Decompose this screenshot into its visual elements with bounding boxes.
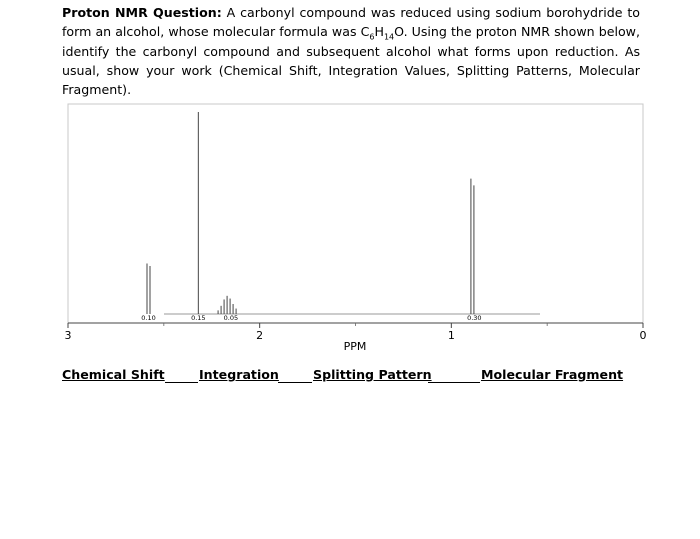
integration-value: 0.30	[467, 314, 482, 322]
answer-table-header	[0, 367, 700, 387]
header-chemical-shift: Chemical Shift	[62, 367, 165, 382]
question-heading: Proton NMR Question:	[62, 5, 222, 20]
integration-value: 0.10	[141, 314, 156, 322]
question-text-after-formula: . Using the proton NMR shown below, identify the carbonyl compound and subsequent alcohol what forms upon reduction. As usual, show your work (Chemical Shift, Integration Values, Splitting Patterns, Molecular Fragment).	[62, 24, 640, 98]
molecular-formula: $C_6H_{14}O$	[360, 24, 404, 42]
x-tick-label: 0	[639, 329, 647, 342]
integration-value: 0.05	[223, 314, 239, 322]
question-text-before-formula: A carbonyl compound was reduced using sodium borohydride to form an alcohol, whose molecular formula was	[62, 5, 640, 40]
spectrum-peaks	[147, 112, 474, 314]
header-rule-3	[428, 382, 480, 383]
x-tick-label: 1	[447, 329, 455, 342]
integration-value: 0.15	[191, 314, 206, 322]
header-integration: Integration	[199, 367, 279, 382]
header-rule-2	[278, 382, 312, 383]
header-splitting-pattern: Splitting Pattern	[313, 367, 432, 382]
x-tick-label: 3	[64, 329, 72, 342]
integration-labels	[141, 314, 481, 322]
header-molecular-fragment: Molecular Fragment	[481, 367, 624, 382]
header-rule-1	[165, 382, 198, 383]
x-tick-label: 2	[256, 329, 264, 342]
x-axis-label: PPM	[343, 340, 367, 353]
plot-frame	[68, 104, 643, 323]
